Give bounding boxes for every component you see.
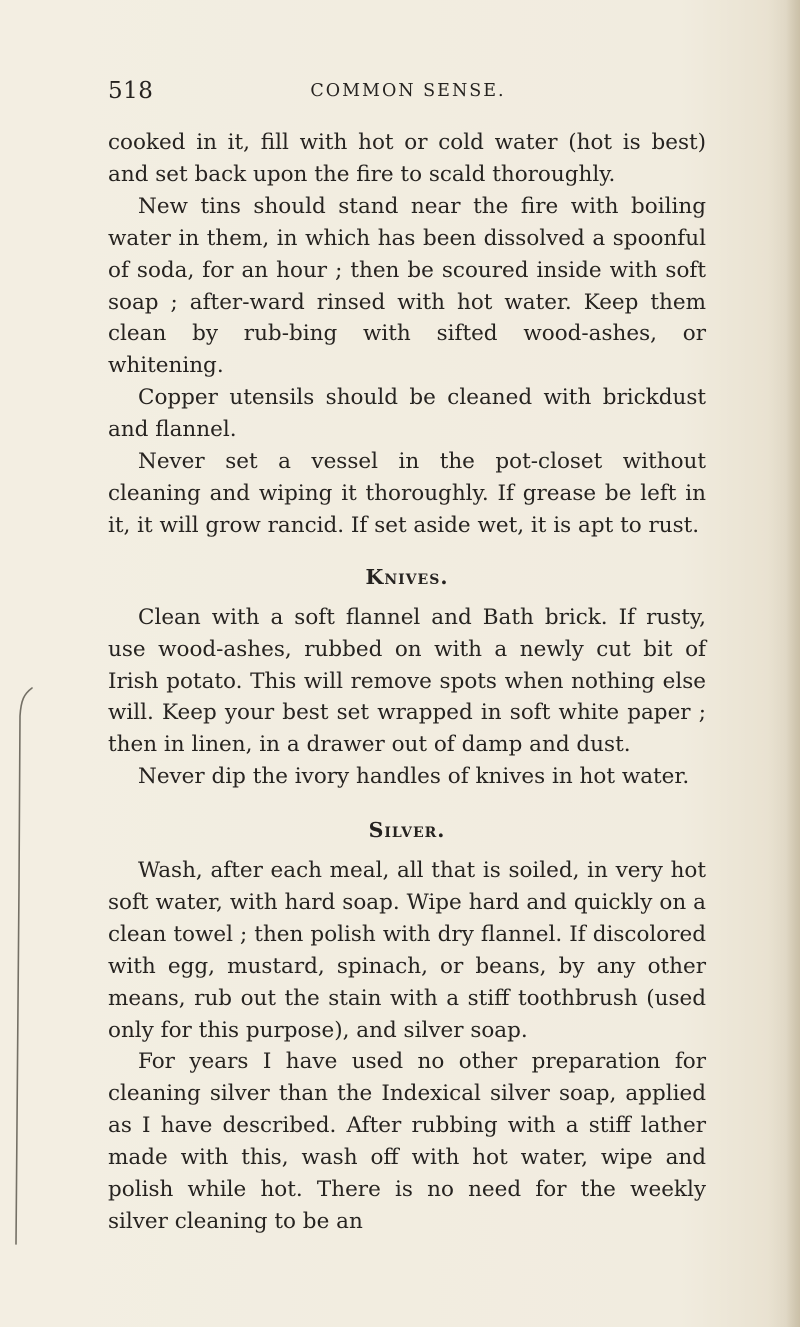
paragraph-copper: Copper utensils should be cleaned with brickdust and flannel. [108, 385, 706, 443]
paragraph-knives-clean: Clean with a soft flannel and Bath brick. If rusty, use wood-ashes, rubbed on with a newly cut bit of Irish potato. This will remove spots when nothing else will. Keep your best set wrapped in soft white paper ; then in linen, in a drawer out of damp and dust. [108, 604, 706, 758]
section-heading-knives: Knives. [365, 564, 449, 589]
paragraph-continued: cooked in it, fill with hot or cold water (hot is best) and set back upon the fire to scald thoroughly. [108, 130, 706, 187]
paragraph-new-tins: New tins should stand near the fire with boiling water in them, in which has been dissolved a spoonful of soda, for an hour ; then be scoured inside with soft soap ; after-ward rinsed with hot water. Keep them clean by rub-bing with sifted wood-ashes, or whitening. [108, 193, 706, 379]
paragraph-pot-closet: Never set a vessel in the pot-closet without cleaning and wiping it thoroughly. If grease be left in it, it will grow rancid. If set aside wet, it is apt to rust. [108, 449, 706, 538]
page-edge-shadow [786, 0, 800, 1327]
margin-pencil-mark [12, 686, 34, 1246]
paragraph-silver-soap: For years I have used no other preparation for cleaning silver than the Indexical silver soap, applied as I have described. After rubbing with a stiff lather made with this, wash off with hot water, wipe and polish while hot. There is no need for the weekly silver cleaning to be an [108, 1049, 706, 1234]
paragraph-knives-handles: Never dip the ivory handles of knives in hot water. [138, 764, 690, 790]
paragraph-silver-wash: Wash, after each meal, all that is soiled, in very hot soft water, with hard soap. Wipe hard and quickly on a clean towel ; then polish with dry flannel. If discolored with egg, mustard, spinach, or beans, by any other means, rub out the stain with a stiff toothbrush (used only for this purpose), and silver soap. [108, 858, 706, 1043]
running-head: COMMON SENSE. [310, 81, 506, 101]
page-number: 518 [108, 78, 154, 104]
page-body [108, 127, 706, 1238]
page-header [108, 78, 708, 110]
section-heading-silver: Silver. [368, 818, 446, 843]
